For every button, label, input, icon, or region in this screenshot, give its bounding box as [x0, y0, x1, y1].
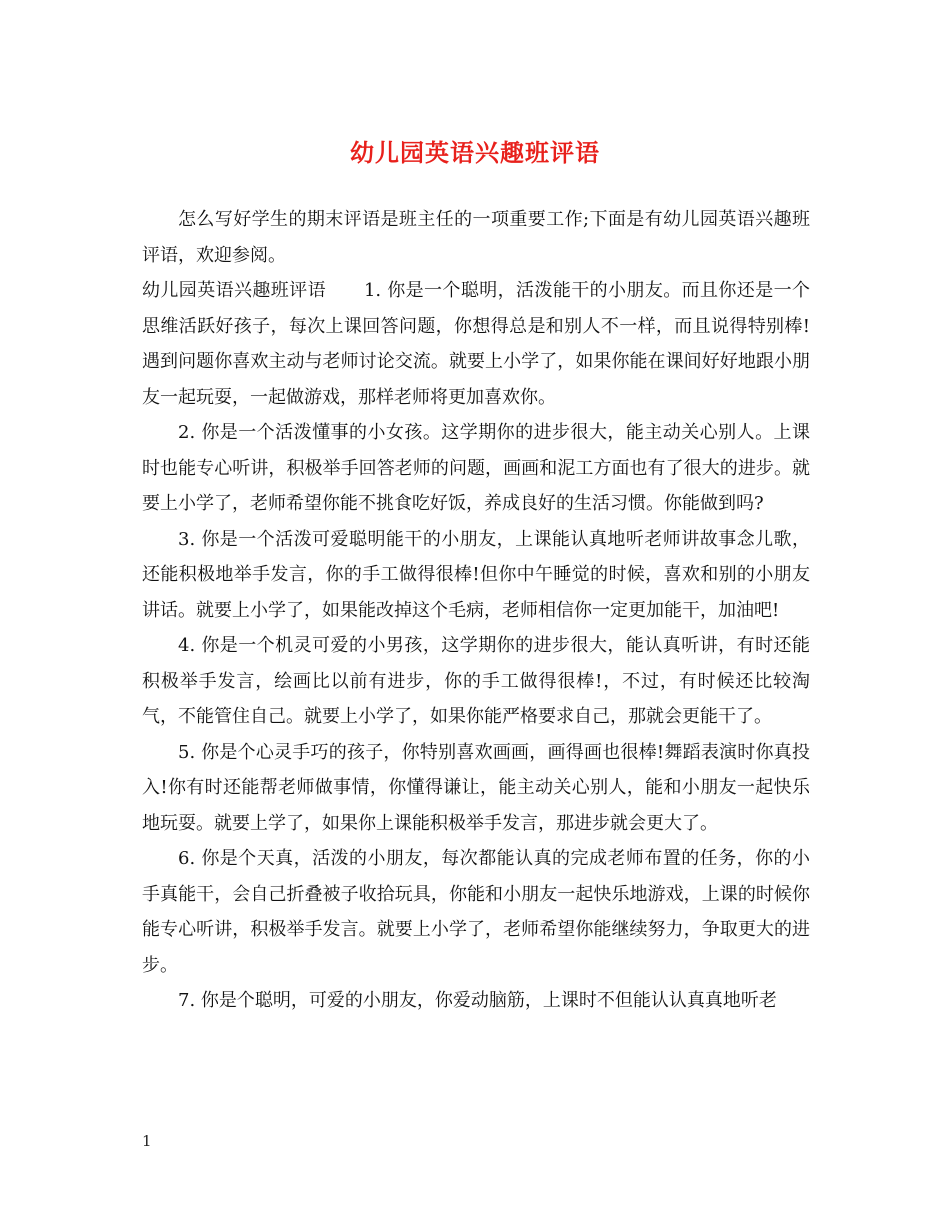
list-item: 1. 你是一个聪明，活泼能干的小朋友。而且你还是一个思维活跃好孩子，每次上课回答问题，你想得总是和别人不一样，而且说得特别棒!遇到问题你喜欢主动与老师讨论交流。就要上小学了，如果你能在课间好好地跟小朋友一起玩耍，一起做游戏，那样老师将更加喜欢你。 — [142, 280, 810, 408]
document-body — [142, 202, 810, 1019]
list-item: 6. 你是个天真，活泼的小朋友，每次都能认真的完成老师布置的任务，你的小手真能干，会自己折叠被子收拾玩具，你能和小朋友一起快乐地游戏，上课的时候你能专心听讲，积极举手发言。就要上小学了，老师希望你能继续努力，争取更大的进步。 — [142, 848, 810, 976]
list-item: 5. 你是个心灵手巧的孩子，你特别喜欢画画，画得画也很棒!舞蹈表演时你真投入!你有时还能帮老师做事情，你懂得谦让，能主动关心别人，能和小朋友一起快乐地玩耍。就要上学了，如果你上课能积极举手发言，那进步就会更大了。 — [142, 741, 810, 834]
first-item-paragraph — [142, 273, 810, 415]
list-item: 2. 你是一个活泼懂事的小女孩。这学期你的进步很大，能主动关心别人。上课时也能专心听讲，积极举手回答老师的问题，画画和泥工方面也有了很大的进步。就要上小学了，老师希望你能不挑食吃好饭，养成良好的生活习惯。你能做到吗? — [142, 422, 810, 514]
document-title: 幼儿园英语兴趣班评语 — [350, 138, 600, 167]
page-number: 1 — [142, 1132, 152, 1150]
list-item: 3. 你是一个活泼可爱聪明能干的小朋友，上课能认真地听老师讲故事念儿歌，还能积极地举手发言，你的手工做得很棒!但你中午睡觉的时候，喜欢和别的小朋友讲话。就要上小学了，如果能改掉这个毛病，老师相信你一定更加能干，加油吧! — [142, 528, 810, 621]
section-heading: 幼儿园英语兴趣班评语 — [142, 280, 326, 301]
list-item: 7. 你是个聪明，可爱的小朋友，你爱动脑筋，上课时不但能认认真真地听老 — [178, 990, 777, 1011]
list-item: 4. 你是一个机灵可爱的小男孩，这学期你的进步很大，能认真听讲，有时还能积极举手发言，绘画比以前有进步，你的手工做得很棒!，不过，有时候还比较淘气，不能管住自己。就要上小学了，如果你能严格要求自己，那就会更能干了。 — [142, 635, 810, 727]
intro-paragraph: 怎么写好学生的期末评语是班主任的一项重要工作;下面是有幼儿园英语兴趣班评语，欢迎参阅。 — [142, 209, 810, 266]
